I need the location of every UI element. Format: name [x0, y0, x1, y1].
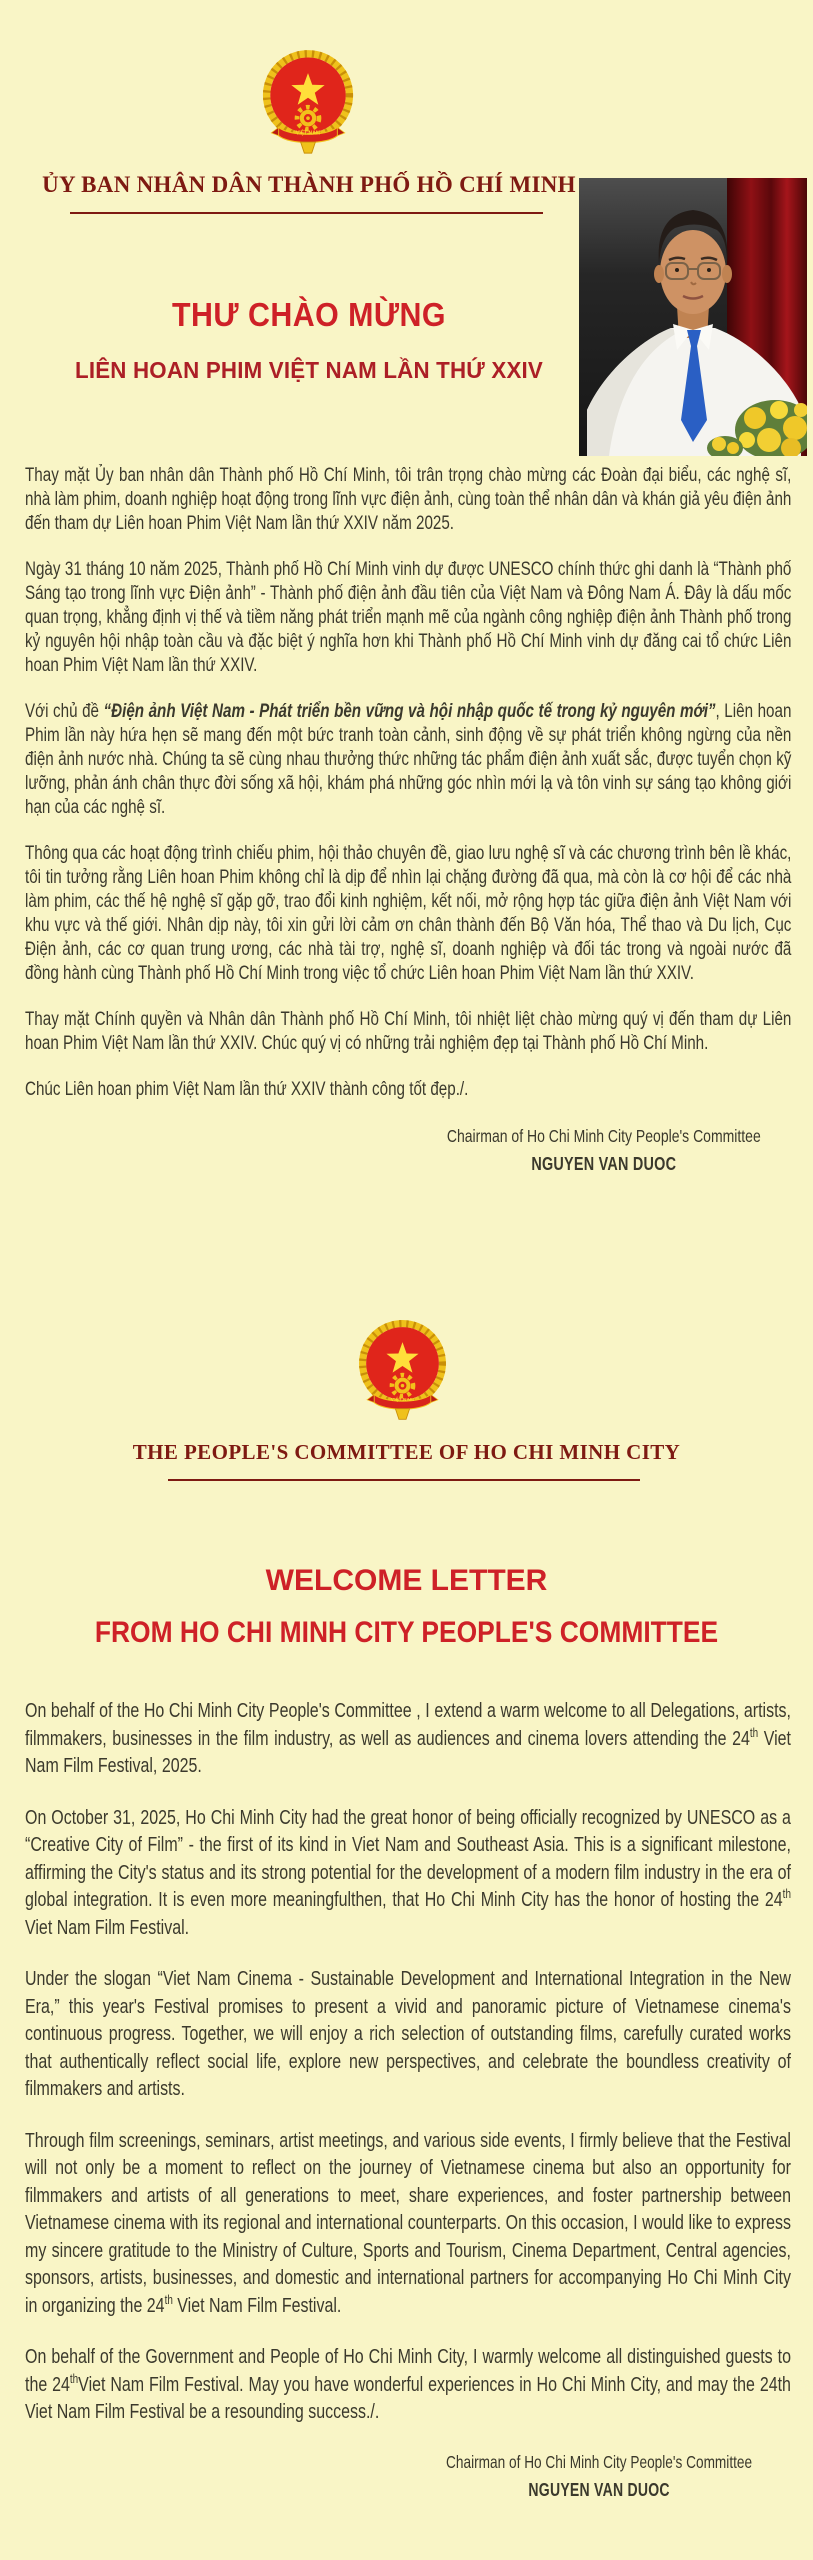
signature-block: [400, 2450, 798, 2503]
letter-title-english-line2: FROM HO CHI MINH CITY PEOPLE'S COMMITTEE: [94, 1616, 719, 1649]
letter-body-english: [25, 1697, 791, 2503]
letter-title-vietnamese: THƯ CHÀO MỪNG: [172, 296, 446, 333]
paragraph: Thông qua các hoạt động trình chiếu phim, hội thảo chuyên đề, giao lưu nghệ sĩ và các chương trình bên lề khác, tôi tin tưởng rằng Liên hoan Phim không chỉ là dịp để nhìn lại chặng đường đã qua, mà còn là cơ hội để các nhà làm phim, các thế hệ nghệ sĩ gặp gỡ, trao đổi kinh nghiệm, kết nối, mở rộng hợp tác giữa điện ảnh Việt Nam với khu vực và thế giới. Nhân dịp này, tôi xin gửi lời cảm ơn chân thành đến Bộ Văn hóa, Thể thao và Du lịch, Cục Điện ảnh, các cơ quan trung ương, các nhà tài trợ, nghệ sĩ, doanh nghiệp và đối tác trong và ngoài nước đã đồng hành cùng Thành phố Hồ Chí Minh trong việc tổ chức Liên hoan Phim Việt Nam lần thứ XXIV.: [25, 843, 792, 984]
paragraph: Through film screenings, seminars, artist meetings, and various side events, I firmly believe that the Festival will not only be a moment to reflect on the journey of Vietnamese cinema but also an opportunity for filmmakers and artists of all generations to meet, share experiences, and foster partnership between Vietnamese cinema with its regional and international counterparts. On this occasion, I would like to express my sincere gratitude to the Ministry of Culture, Sports and Tourism, Cinema Department, Central agencies, sponsors, artists, businesses, and domestic and international partners for accompanying Ho Chi Minh City in organizing the 24th Viet Nam Film Festival.: [25, 2128, 791, 2317]
signature-role: Chairman of Ho Chi Minh City People's Committee: [446, 1126, 761, 1146]
letter-title-english-line1: WELCOME LETTER: [265, 1564, 548, 1597]
vietnam-national-emblem-icon: [355, 1320, 450, 1422]
signature-role: Chairman of Ho Chi Minh City People's Committee: [446, 2451, 753, 2472]
paragraph: Under the slogan “Viet Nam Cinema - Sustainable Development and International Integration in the New Era,” this year's Festival promises to present a vivid and panoramic picture of Vietnamese cinema's continuous progress. Together, we will enjoy a rich selection of outstanding films, carefully curated works that authentically reflect social life, explore new perspectives, and celebrate the boundless creativity of filmmakers and artists.: [25, 1967, 791, 2100]
emblem-ribbon-text: VIỆT NAM: [295, 130, 321, 137]
signature-name: NGUYEN VAN DUOC: [528, 2479, 670, 2500]
header-divider: [168, 1479, 640, 1481]
paragraph: On behalf of the Ho Chi Minh City People's Committee , I extend a warm welcome to all Delegations, artists, filmmakers, businesses in the film industry, as well as audiences and cinema lovers attending the 24th Viet Nam Film Festival, 2025.: [25, 1699, 791, 1777]
paragraph: Thay mặt Ủy ban nhân dân Thành phố Hồ Chí Minh, tôi trân trọng chào mừng các Đoàn đại biểu, các nghệ sĩ, nhà làm phim, doanh nghiệp hoạt động trong lĩnh vực điện ảnh, cùng toàn thể nhân dân và khán giả yêu điện ảnh đến tham dự Liên hoan Phim Việt Nam lần thứ XXIV năm 2025.: [25, 465, 792, 534]
letter-subtitle-vietnamese: LIÊN HOAN PHIM VIỆT NAM LẦN THỨ XXIV: [75, 357, 543, 383]
paragraph: On October 31, 2025, Ho Chi Minh City had the great honor of being officially recognized by UNESCO as a “Creative City of Film” - the first of its kind in Viet Nam and Southeast Asia. This is a significant milestone, affirming the City's status and its strong potential for the development of a modern film industry in the era of global integration. It is even more meaningfulthen, that Ho Chi Minh City has the honor of hosting the 24th Viet Nam Film Festival.: [25, 1805, 791, 1939]
paragraph: Thay mặt Chính quyền và Nhân dân Thành phố Hồ Chí Minh, tôi nhiệt liệt chào mừng quý vị đến tham dự Liên hoan Phim Việt Nam lần thứ XXIV. Chúc quý vị có những trải nghiệm đẹp tại Thành phố Hồ Chí Minh.: [25, 1009, 792, 1054]
org-name-english: THE PEOPLE'S COMMITTEE OF HO CHI MINH CITY: [132, 1440, 681, 1464]
paragraph: On behalf of the Government and People of Ho Chi Minh City, I warmly welcome all distinguished guests to the 24thViet Nam Film Festival. May you have wonderful experiences in Ho Chi Minh City, and may the 24th Viet Nam Film Festival be a resounding success./.: [25, 2345, 791, 2423]
paragraph: Với chủ đề “Điện ảnh Việt Nam - Phát triển bền vững và hội nhập quốc tế trong kỷ nguyên mới”, Liên hoan Phim lần này hứa hẹn sẽ mang đến một bức tranh toàn cảnh, sinh động về sự phát triển không ngừng của nền điện ảnh nước nhà. Chúng ta sẽ cùng nhau thưởng thức những tác phẩm điện ảnh xuất sắc, được tuyển chọn kỹ lưỡng, phản ánh chân thực đời sống xã hội, khám phá những góc nhìn mới lạ và tôn vinh sự sáng tạo không giới hạn của các nghệ sĩ.: [25, 701, 792, 818]
signature-name: NGUYEN VAN DUOC: [531, 1154, 677, 1174]
paragraph: Ngày 31 tháng 10 năm 2025, Thành phố Hồ Chí Minh vinh dự được UNESCO chính thức ghi danh là “Thành phố Sáng tạo trong lĩnh vực Điện ảnh” - Thành phố điện ảnh đầu tiên của Việt Nam và Đông Nam Á. Đây là dấu mốc quan trọng, khẳng định vị thế và tiềm năng phát triển mạnh mẽ của ngành công nghiệp điện ảnh Thành phố trong kỷ nguyên hội nhập toàn cầu và đặc biệt ý nghĩa hơn khi Thành phố Hồ Chí Minh vinh dự đăng cai tổ chức Liên hoan Phim Việt Nam lần thứ XXIV.: [25, 559, 792, 676]
org-name-vietnamese: ỦY BAN NHÂN DÂN THÀNH PHỐ HỒ CHÍ MINH: [42, 172, 576, 197]
emblem-ribbon-text: VIỆT NAM: [390, 1398, 415, 1404]
paragraph: Chúc Liên hoan phim Việt Nam lần thứ XXIV thành công tốt đẹp./.: [25, 1079, 469, 1100]
